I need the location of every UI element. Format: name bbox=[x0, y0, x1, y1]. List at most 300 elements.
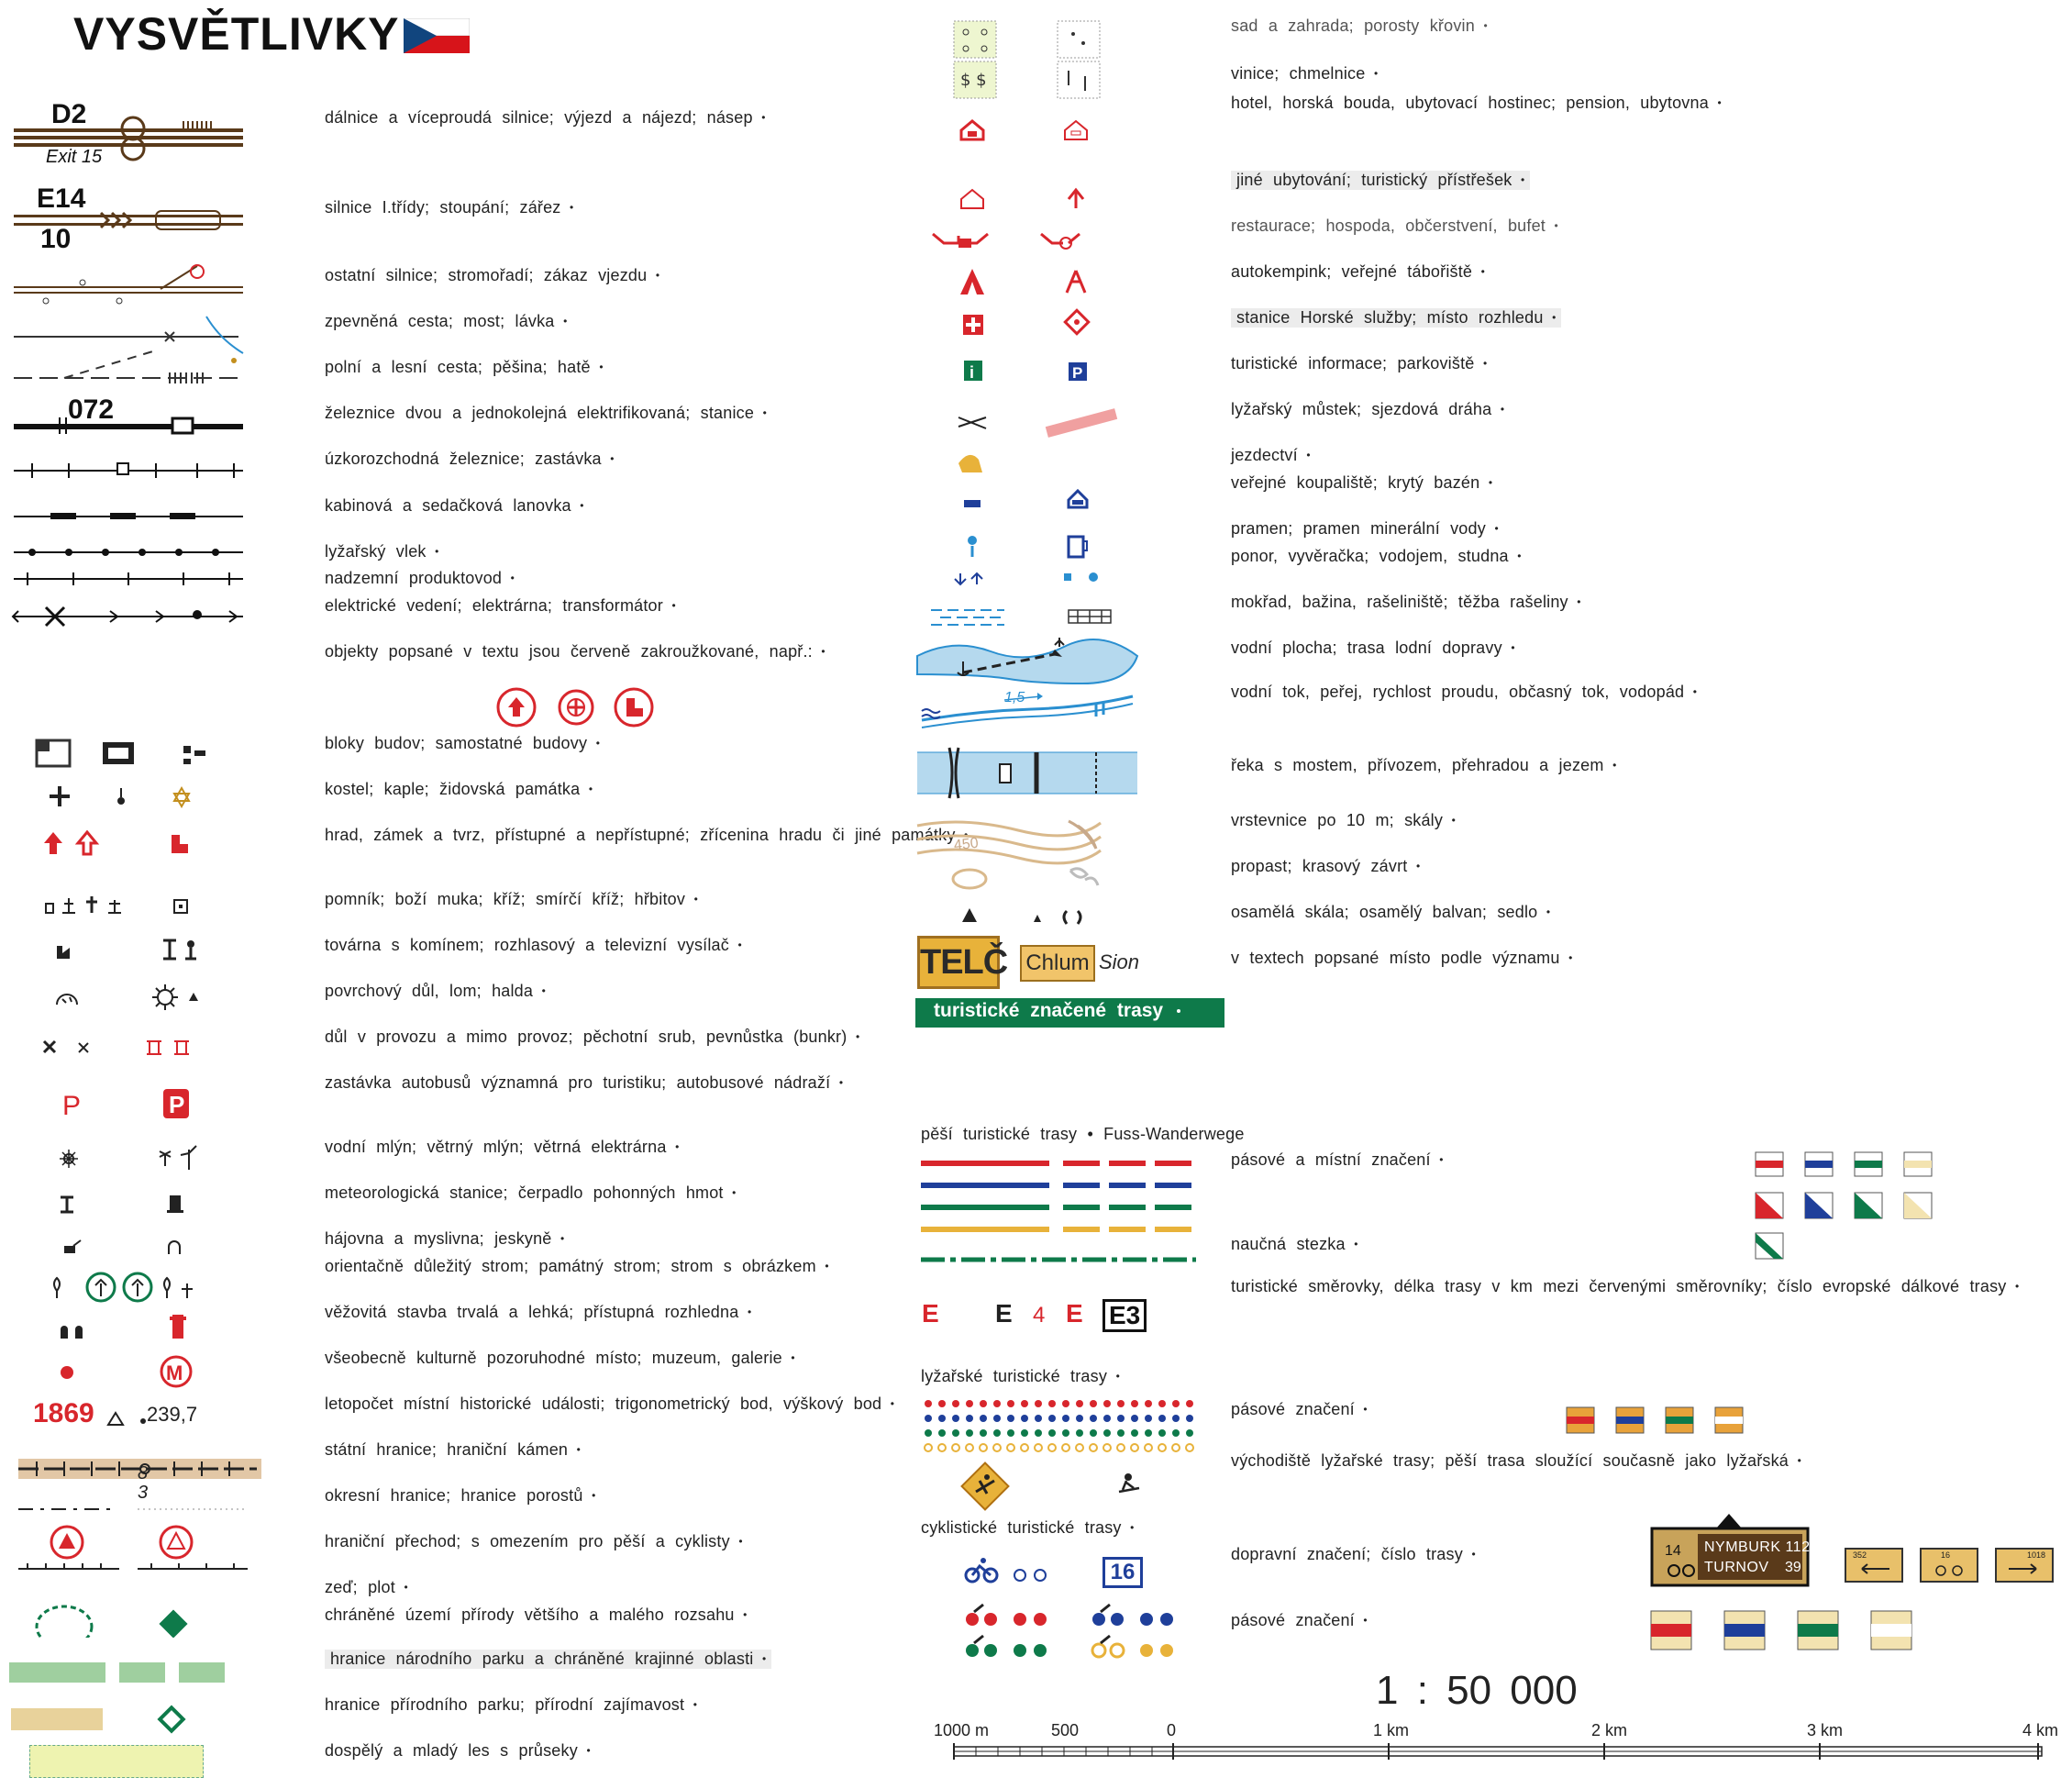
ski-trail-dot bbox=[1103, 1429, 1111, 1437]
indoor-pool-icon bbox=[1069, 491, 1087, 507]
label-field-road: polní a lesní cesta; pěšina; hatě • bbox=[325, 358, 604, 377]
marked-trails-title: turistické značené trasy bbox=[934, 1000, 1164, 1021]
castle-inaccessible-icon bbox=[78, 832, 96, 854]
small-sign-text-1: 352 bbox=[1853, 1550, 1867, 1560]
ski-trail-dot bbox=[1021, 1444, 1028, 1451]
scale-tick-500: 500 bbox=[1051, 1721, 1080, 1739]
skier-icon bbox=[1112, 1472, 1143, 1499]
ski-trail-dot bbox=[1158, 1444, 1166, 1451]
label-river-bridge: řeka s mostem, přívozem, přehradou a jezem • bbox=[1231, 756, 1616, 775]
label-protected-area: chráněné území přírody většího a malého rozsahu • bbox=[325, 1606, 748, 1625]
label-spring: pramen; pramen minerální vody • bbox=[1231, 519, 1499, 539]
ski-trail-dot bbox=[1035, 1400, 1042, 1407]
ski-strip-signs bbox=[1565, 1406, 1757, 1437]
ski-trail-dot bbox=[993, 1415, 1001, 1422]
label-ski-jump: lyžařský můstek; sjezdová dráha • bbox=[1231, 400, 1504, 419]
ski-trail-dot bbox=[1117, 1444, 1125, 1451]
cycle-green-strip-sign bbox=[1798, 1611, 1838, 1650]
label-quarry: povrchový důl, lom; halda • bbox=[325, 982, 546, 1001]
restaurant-icon bbox=[933, 234, 988, 248]
signpost-distance: 4 bbox=[1033, 1303, 1046, 1328]
label-ponor: ponor, vyvěračka; vodojem, studna • bbox=[1231, 547, 1522, 566]
label-year-trig: letopočet místní historické události; trigonometrický bod, výškový bod • bbox=[325, 1395, 894, 1414]
yellow-ski-dots bbox=[925, 1444, 1193, 1451]
label-paved-path: zpevněná cesta; most; lávka • bbox=[325, 312, 567, 331]
circled-church-icon bbox=[560, 691, 593, 724]
parking-icon bbox=[1069, 362, 1087, 382]
label-mountain-rescue: stanice Horské služby; místo rozhledu • bbox=[1231, 308, 1561, 328]
horse-riding-icon bbox=[958, 455, 982, 472]
memorial-tree-icon bbox=[87, 1273, 115, 1301]
cycle-trail-green-icon bbox=[966, 1636, 997, 1657]
scale-tick-4km: 4 km bbox=[2022, 1721, 2059, 1739]
ski-trail-dot bbox=[1145, 1415, 1152, 1422]
ski-green-strip-sign bbox=[1666, 1407, 1693, 1433]
ski-trail-dot bbox=[1186, 1415, 1193, 1422]
well-icon bbox=[1089, 572, 1098, 582]
current-speed-value: 1,5 bbox=[1004, 690, 1025, 706]
scale-tick-0: 0 bbox=[1167, 1721, 1177, 1739]
label-text-place: v textech popsané místo podle významu • bbox=[1231, 949, 1573, 968]
ski-trail-dot bbox=[1007, 1444, 1014, 1451]
cycle-route-number: 16 bbox=[1102, 1557, 1143, 1588]
label-ski-start: východiště lyžařské trasy; pěší trasa sloužící současně jako lyžařská • bbox=[1231, 1451, 1801, 1471]
cross-icon bbox=[86, 896, 97, 913]
wind-turbine-icon bbox=[181, 1146, 196, 1170]
cycle-trail-blue-icon bbox=[1092, 1605, 1124, 1626]
band-dot bbox=[1177, 1009, 1180, 1013]
hop-field-icon bbox=[1058, 61, 1100, 98]
label-camping: autokempink; veřejné tábořiště • bbox=[1231, 262, 1485, 282]
road-number: 10 bbox=[40, 224, 72, 254]
ski-trail-dot bbox=[1186, 1400, 1193, 1407]
ski-trail-dot bbox=[1062, 1444, 1069, 1451]
ski-trail-dot bbox=[1103, 1400, 1111, 1407]
label-weather-station: meteorologická stanice; čerpadlo pohonných hmot • bbox=[325, 1183, 737, 1203]
label-state-border: státní hranice; hraniční kámen • bbox=[325, 1440, 581, 1460]
ski-trail-dot bbox=[1158, 1400, 1166, 1407]
cemetery-icon bbox=[174, 900, 187, 913]
ski-trail-dot bbox=[1172, 1400, 1180, 1407]
ski-trail-dot bbox=[1048, 1415, 1056, 1422]
bushes-icon bbox=[1058, 21, 1100, 58]
svg-text:P: P bbox=[62, 1091, 82, 1121]
circled-objects-examples bbox=[493, 686, 659, 728]
ski-trail-dot bbox=[993, 1444, 1001, 1451]
ski-trail-dot bbox=[1145, 1429, 1152, 1437]
cycle-dots-green bbox=[1014, 1644, 1047, 1657]
mineral-spring-icon bbox=[1069, 537, 1087, 557]
label-watercourse: vodní tok, peřej, rychlost proudu, občasný tok, vodopád • bbox=[1231, 683, 1697, 702]
circled-castle-icon bbox=[498, 689, 535, 726]
forester-house-icon bbox=[64, 1240, 81, 1253]
ski-trail-dot bbox=[1062, 1400, 1069, 1407]
label-lone-rock: osamělá skála; osamělý balvan; sedlo • bbox=[1231, 903, 1550, 922]
ski-trail-dot bbox=[1076, 1400, 1083, 1407]
ski-trail-dot bbox=[1103, 1415, 1111, 1422]
ski-trail-dot bbox=[1035, 1444, 1042, 1451]
signpost-e-2: E bbox=[995, 1299, 1013, 1328]
windmill-icon bbox=[160, 1151, 171, 1166]
svg-text:P: P bbox=[169, 1091, 185, 1118]
border-crossing-restricted-icon bbox=[161, 1527, 192, 1558]
wayside-shrine-icon bbox=[62, 898, 75, 913]
ski-trail-dot bbox=[1035, 1415, 1042, 1422]
power-line-symbol bbox=[13, 607, 243, 626]
vineyard-icon bbox=[954, 61, 996, 98]
ski-trail-dot bbox=[925, 1429, 932, 1437]
european-trail-number: E3 bbox=[1102, 1299, 1147, 1332]
label-forest: dospělý a mladý les s průseky • bbox=[325, 1741, 591, 1761]
place-name-locality: Sion bbox=[1099, 950, 1140, 973]
small-sign-text-2: 16 bbox=[1941, 1550, 1951, 1560]
lone-rock-icon bbox=[962, 908, 977, 922]
paved-path-symbol bbox=[14, 317, 243, 363]
cycle-white-strip-sign bbox=[1871, 1611, 1911, 1650]
place-name-village: Chlum bbox=[1020, 945, 1095, 982]
ski-trail-dot bbox=[980, 1429, 987, 1437]
karst-sink-icon bbox=[1070, 869, 1098, 885]
svg-text:M: M bbox=[166, 1361, 183, 1384]
ski-trail-dot bbox=[980, 1400, 987, 1407]
hotel-icon bbox=[961, 121, 983, 139]
ski-jump-icon bbox=[958, 417, 986, 428]
border-stone-number-bottom: 3 bbox=[138, 1483, 149, 1503]
ski-trail-start-icon bbox=[959, 1461, 1011, 1512]
ski-trail-dot bbox=[1186, 1444, 1193, 1451]
label-wetland: mokřad, bažina, rašeliniště; těžba rašeliny • bbox=[1231, 593, 1581, 612]
building-block-icon bbox=[37, 740, 70, 766]
label-strip-marking: pásové a místní značení • bbox=[1231, 1150, 1444, 1170]
tv-transmitter-icon bbox=[185, 940, 196, 959]
cave-icon bbox=[169, 1241, 180, 1254]
ski-lift-symbol bbox=[14, 549, 243, 556]
cycle-strip-signs bbox=[1647, 1607, 1913, 1655]
ski-trail-dot bbox=[952, 1429, 959, 1437]
wetland-symbol bbox=[931, 610, 1004, 625]
watercourse-symbol bbox=[922, 693, 1133, 728]
field-road-symbol bbox=[14, 350, 238, 383]
ponor-icon bbox=[955, 573, 982, 584]
signpost-turnov: TURNOV bbox=[1704, 1560, 1769, 1575]
czech-flag-icon bbox=[404, 18, 470, 53]
protected-area-large-icon bbox=[37, 1606, 92, 1638]
ski-trail-dot bbox=[1076, 1429, 1083, 1437]
label-narrow-railway: úzkorozchodná železnice; zastávka • bbox=[325, 450, 615, 469]
water-body-symbol bbox=[917, 638, 1137, 683]
abyss-icon bbox=[953, 870, 986, 888]
marked-trails-band bbox=[915, 998, 1224, 1028]
middle-symbols bbox=[913, 14, 1151, 931]
ski-trail-dot bbox=[1076, 1444, 1083, 1451]
pub-icon bbox=[1041, 234, 1080, 249]
narrow-railway-symbol bbox=[14, 463, 243, 478]
viewpoint-icon bbox=[1065, 310, 1088, 333]
scale-bar bbox=[950, 1741, 2051, 1763]
label-orchard: sad a zahrada; porosty křovin • bbox=[1231, 17, 1488, 36]
cycle-trail-red-icon bbox=[966, 1605, 997, 1626]
label-forester-house: hájovna a myslivna; jeskyně • bbox=[325, 1229, 564, 1249]
svg-text:i: i bbox=[970, 363, 975, 382]
cycle-blue-strip-sign bbox=[1724, 1611, 1765, 1650]
green-local-sign bbox=[1855, 1193, 1882, 1218]
ski-trail-dot bbox=[1103, 1444, 1111, 1451]
border-crossing-icon bbox=[51, 1527, 83, 1558]
label-cycle-strip-marking: pásové značení • bbox=[1231, 1611, 1368, 1630]
ski-trail-dot bbox=[1186, 1429, 1193, 1437]
trig-point-icon bbox=[108, 1413, 123, 1425]
bus-station-icon bbox=[163, 1089, 189, 1118]
label-church: kostel; kaple; židovská památka • bbox=[325, 780, 593, 799]
spoil-heap-icon bbox=[152, 984, 198, 1010]
green-strip-sign bbox=[1855, 1152, 1882, 1176]
educational-trail-sign bbox=[1754, 1231, 1787, 1261]
label-circled-objects: objekty popsané v textu jsou červeně zakroužkované, např.: • bbox=[325, 642, 825, 661]
cable-car-symbol bbox=[14, 513, 243, 519]
label-power-line: elektrické vedení; elektrárna; transformátor • bbox=[325, 596, 676, 616]
bus-stop-icon bbox=[62, 1091, 81, 1121]
label-ski-strip-marking: pásové značení • bbox=[1231, 1400, 1368, 1419]
signpost-nymburk: NYMBURK 112 bbox=[1704, 1539, 1811, 1555]
national-park-border-area bbox=[9, 1662, 105, 1683]
exit-label: Exit 15 bbox=[46, 147, 103, 167]
cycle-trail-symbols bbox=[963, 1555, 1202, 1665]
cycle-dots-yellow bbox=[1140, 1644, 1173, 1657]
label-abyss: propast; krasový závrt • bbox=[1231, 857, 1420, 876]
contour-lines-symbol bbox=[917, 821, 1101, 863]
mountain-rescue-icon bbox=[963, 315, 983, 335]
ski-trail-dot bbox=[1117, 1415, 1125, 1422]
ski-trail-dot bbox=[938, 1444, 946, 1451]
water-tank-icon bbox=[1064, 573, 1071, 581]
ski-trail-dot bbox=[1090, 1429, 1097, 1437]
ski-trail-dot bbox=[1090, 1400, 1097, 1407]
ski-trail-dot bbox=[1131, 1444, 1138, 1451]
tower-permanent-icon bbox=[61, 1326, 68, 1339]
small-sign-text-3: 1018 bbox=[2027, 1550, 2046, 1560]
nature-feature-icon bbox=[156, 1704, 187, 1735]
ski-trail-dot bbox=[1158, 1429, 1166, 1437]
label-first-class-road: silnice I.třídy; stoupání; zářez • bbox=[325, 198, 573, 217]
yellow-local-sign bbox=[1904, 1193, 1932, 1218]
public-pool-icon bbox=[964, 500, 981, 507]
boulder-icon bbox=[1034, 915, 1041, 922]
tourist-info-icon bbox=[964, 361, 982, 382]
ski-trail-dot bbox=[1117, 1429, 1125, 1437]
label-border-crossing: hraniční přechod; s omezením pro pěší a cyklisty • bbox=[325, 1532, 743, 1551]
ski-trail-dot bbox=[1090, 1415, 1097, 1422]
cycle-trails-heading: cyklistické turistické trasy • bbox=[921, 1518, 1135, 1538]
label-national-park: hranice národního parku a chráněné krajinné oblasti • bbox=[325, 1650, 771, 1669]
downhill-track-icon bbox=[1046, 408, 1117, 438]
label-tree: orientačně důležitý strom; památný strom; strom s obrázkem • bbox=[325, 1257, 829, 1276]
svg-text:P: P bbox=[1072, 364, 1083, 382]
signpost-e-1: E bbox=[922, 1299, 939, 1328]
cycle-trail-yellow-icon bbox=[1092, 1636, 1124, 1657]
jewish-monument-icon bbox=[174, 788, 189, 806]
ski-trail-dot bbox=[1145, 1400, 1152, 1407]
label-contours: vrstevnice po 10 m; skály • bbox=[1231, 811, 1456, 830]
label-monument: pomník; boží muka; kříž; smírčí kříž; hřbitov • bbox=[325, 890, 698, 909]
hiking-trail-lines bbox=[921, 1154, 1205, 1273]
quarry-icon bbox=[57, 995, 77, 1005]
label-educational-trail: naučná stezka • bbox=[1231, 1235, 1358, 1254]
church-icon bbox=[50, 786, 70, 806]
blue-local-sign bbox=[1805, 1193, 1833, 1218]
label-hotel: hotel, horská bouda, ubytovací hostinec; pension, ubytovna • bbox=[1231, 94, 1722, 113]
label-traffic-marking: dopravní značení; číslo trasy • bbox=[1231, 1545, 1476, 1564]
monument-icon bbox=[46, 904, 53, 913]
ski-trail-dot bbox=[980, 1415, 987, 1422]
label-buildings: bloky budov; samostatné budovy • bbox=[325, 734, 600, 753]
motorway-code: D2 bbox=[51, 99, 87, 129]
contour-value: 450 bbox=[953, 835, 980, 854]
label-other-road: ostatní silnice; stromořadí; zákaz vjezdu • bbox=[325, 266, 659, 285]
red-ski-dots bbox=[925, 1400, 1193, 1407]
ski-trail-dot bbox=[952, 1415, 959, 1422]
tourist-shelter-icon bbox=[1069, 190, 1083, 208]
ski-trail-dot bbox=[952, 1400, 959, 1407]
museum-icon bbox=[161, 1357, 191, 1386]
river-bridge-symbol bbox=[917, 748, 1137, 798]
scale-tick-1km: 1 km bbox=[1373, 1721, 1410, 1739]
ski-trail-dot bbox=[1076, 1415, 1083, 1422]
protected-area-small-icon bbox=[159, 1609, 187, 1638]
legend-title: VYSVĚTLIVKY bbox=[73, 8, 400, 60]
saddle-icon bbox=[1064, 911, 1080, 924]
fence-symbol bbox=[138, 1563, 248, 1569]
other-road-symbol bbox=[14, 265, 243, 304]
ski-trail-dot bbox=[1172, 1429, 1180, 1437]
other-accommodation-icon bbox=[961, 190, 983, 208]
height-point-icon bbox=[140, 1418, 146, 1424]
label-cable-car: kabinová a sedačková lanovka • bbox=[325, 496, 584, 516]
tree-picture-icon bbox=[164, 1278, 193, 1298]
ski-trail-dot bbox=[1021, 1400, 1028, 1407]
mine-inactive-icon bbox=[79, 1043, 88, 1052]
building-dark-block-icon bbox=[103, 742, 134, 764]
ski-trail-dot bbox=[952, 1444, 959, 1451]
ski-trail-dot bbox=[925, 1400, 932, 1407]
label-bus-stop: zastávka autobusů významná pro turistiku; autobusové nádraží • bbox=[325, 1073, 843, 1093]
ski-trail-dot bbox=[1035, 1429, 1042, 1437]
ski-trail-dot bbox=[1145, 1444, 1152, 1451]
border-stone-number-top: 8 bbox=[138, 1463, 149, 1483]
ski-trail-dot bbox=[966, 1429, 973, 1437]
autocamp-icon bbox=[960, 269, 984, 294]
place-name-town: TELČ bbox=[917, 936, 1000, 989]
label-mill: vodní mlýn; větrný mlýn; větrná elektrárna • bbox=[325, 1138, 679, 1157]
ski-trail-dot bbox=[966, 1444, 973, 1451]
ski-red-strip-sign bbox=[1567, 1407, 1594, 1433]
railway-symbol bbox=[14, 417, 243, 434]
label-mine: důl v provozu a mimo provoz; pěchotní srub, pevnůstka (bunkr) • bbox=[325, 1028, 859, 1047]
svg-text:$ $: $ $ bbox=[960, 71, 987, 90]
factory-icon bbox=[57, 946, 70, 959]
ski-trail-dot bbox=[1158, 1415, 1166, 1422]
label-horse-riding: jezdectví • bbox=[1231, 446, 1311, 465]
scale-tick-1000m: 1000 m bbox=[934, 1721, 990, 1739]
label-signposts: turistické směrovky, délka trasy v km mezi červenými směrovníky; číslo evropské dálkové trasy • bbox=[1231, 1277, 2019, 1296]
water-mill-icon bbox=[60, 1150, 78, 1168]
protected-landscape-border-area bbox=[119, 1662, 165, 1683]
cycle-dots-outline bbox=[1014, 1570, 1046, 1581]
ski-trail-dot bbox=[1172, 1444, 1180, 1451]
blue-ski-dots bbox=[925, 1415, 1193, 1422]
ski-trail-dot bbox=[1007, 1415, 1014, 1422]
orientation-tree-icon bbox=[54, 1278, 60, 1298]
label-railway: železnice dvou a jednokolejná elektrifikovaná; stanice • bbox=[325, 404, 767, 423]
signpost-km: 14 bbox=[1665, 1543, 1681, 1559]
ski-trail-dot bbox=[1172, 1415, 1180, 1422]
ski-trail-dot bbox=[993, 1429, 1001, 1437]
railway-number: 072 bbox=[68, 394, 115, 425]
forest-area bbox=[29, 1745, 204, 1778]
label-ski-lift: lyžařský vlek • bbox=[325, 542, 439, 561]
fuel-pump-icon bbox=[167, 1195, 183, 1213]
ski-trail-dot bbox=[993, 1400, 1001, 1407]
lookout-tower-icon bbox=[170, 1315, 186, 1339]
ski-trail-dot bbox=[925, 1415, 932, 1422]
scale-tick-3km: 3 km bbox=[1807, 1721, 1844, 1739]
ski-trail-dot bbox=[925, 1444, 932, 1451]
label-water-body: vodní plocha; trasa lodní dopravy • bbox=[1231, 639, 1515, 658]
label-district-border: okresní hranice; hranice porostů • bbox=[325, 1486, 595, 1506]
red-strip-sign bbox=[1756, 1152, 1783, 1176]
ruin-icon bbox=[172, 835, 188, 853]
scale-ratio: 1 : 50 000 bbox=[1376, 1668, 1578, 1713]
memorial-tree-2-icon bbox=[124, 1273, 151, 1301]
ski-trail-dot bbox=[966, 1415, 973, 1422]
ski-trail-dot bbox=[966, 1400, 973, 1407]
reconciliation-cross-icon bbox=[108, 900, 121, 913]
tower-light-icon bbox=[75, 1326, 83, 1339]
ski-trail-dot bbox=[1007, 1429, 1014, 1437]
ski-blue-strip-sign bbox=[1616, 1407, 1644, 1433]
signpost-turnov-km: 39 bbox=[1785, 1560, 1801, 1575]
cycle-dots-blue bbox=[1140, 1613, 1173, 1626]
ski-trail-dot bbox=[1021, 1415, 1028, 1422]
ski-trail-dot bbox=[1131, 1429, 1138, 1437]
small-buildings-icon bbox=[183, 746, 205, 764]
mine-active-icon bbox=[44, 1041, 55, 1052]
bunker-icon bbox=[147, 1041, 189, 1054]
label-castle: hrad, zámek a tvrz, přístupné a nepřístupné; zřícenina hradu či jiné památky • bbox=[325, 826, 968, 845]
green-ski-dots bbox=[925, 1429, 1193, 1437]
ski-trail-dot bbox=[980, 1444, 987, 1451]
cycle-red-strip-sign bbox=[1651, 1611, 1691, 1650]
ski-trail-dot bbox=[938, 1415, 946, 1422]
ski-trails-heading: lyžařské turistické trasy • bbox=[921, 1367, 1120, 1386]
signpost-e-3: E bbox=[1066, 1299, 1083, 1328]
label-pipeline: nadzemní produktovod • bbox=[325, 569, 515, 588]
ski-trail-dot bbox=[1048, 1444, 1056, 1451]
label-cultural-place: všeobecně kulturně pozoruhodné místo; muzeum, galerie • bbox=[325, 1349, 795, 1368]
ski-trail-dot bbox=[938, 1429, 946, 1437]
wall-symbol bbox=[18, 1563, 119, 1569]
line-symbols bbox=[9, 92, 257, 642]
label-tourist-info: turistické informace; parkoviště • bbox=[1231, 354, 1487, 373]
label-other-accommodation: jiné ubytování; turistický přístřešek • bbox=[1231, 171, 1530, 190]
label-wall: zeď; plot • bbox=[325, 1578, 408, 1597]
chapel-icon bbox=[117, 788, 125, 805]
label-swimming: veřejné koupaliště; krytý bazén • bbox=[1231, 473, 1492, 493]
label-tower: věžovitá stavba trvalá a lehká; přístupná rozhledna • bbox=[325, 1303, 751, 1322]
ski-trail-dot bbox=[1048, 1400, 1056, 1407]
yellow-strip-sign bbox=[1904, 1152, 1932, 1176]
ski-trail-dot bbox=[1090, 1444, 1097, 1451]
ski-trail-dot bbox=[1062, 1429, 1069, 1437]
